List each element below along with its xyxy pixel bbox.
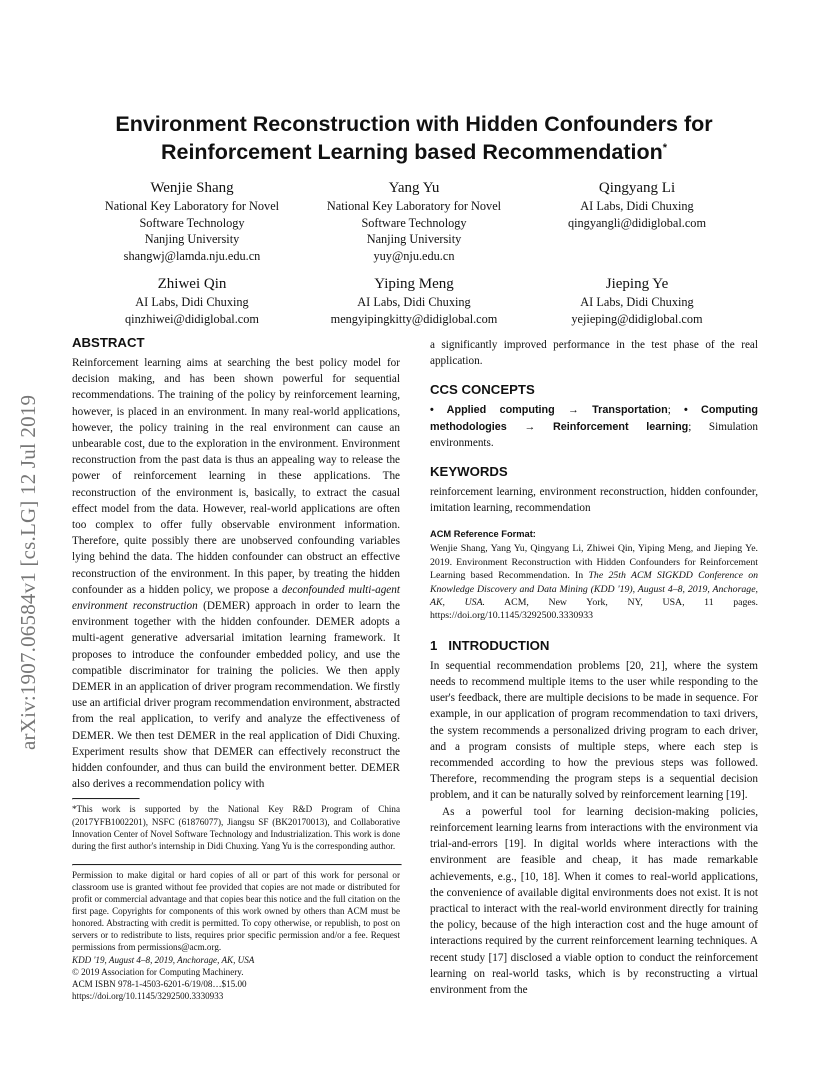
author-email: yejieping@didiglobal.com	[571, 311, 703, 326]
paper-title	[72, 110, 756, 166]
author-block	[82, 178, 302, 264]
author-affiliation: National Key Laboratory for Novel	[326, 199, 502, 213]
acm-reference-text: Wenjie Shang, Yang Yu, Qingyang Li, Zhiwei Qin, Yiping Meng, and Jieping Ye. 2019. Environment Reconstruction with Hidden Confounders for Reinforcement Learning based Recommendation. In The 25th ACM SIGKDD Conference on Knowledge Discovery and Data Mining (KDD '19), August 4–8, 2019, Anchorage, AK, USA. ACM, New York, NY, USA, 11 pages. https://doi.org/10.1145/3292500.3330933	[430, 543, 758, 622]
author-block	[82, 274, 302, 327]
permission-rule	[72, 864, 402, 866]
title-footnote-mark: *	[662, 141, 668, 154]
author-affiliation: AI Labs, Didi Chuxing	[357, 295, 471, 309]
author-name: Wenjie Shang	[150, 180, 234, 196]
abstract-text: Reinforcement learning aims at searching the best policy model for decision making, and has been shown powerful for sequential recommendations. The training of the policy by reinforcement learning, however, is placed in an environment. In many real-world applications, however, the policy training in the real environment can cause an unbearable cost, due to the exploration in the environment. Environment reconstruction from the past data is thus an appealing way to release the power of reinforcement learning in these applications. The reconstruction of the environment is, basically, to extract the casual effect model from the data. However, real-world applications are often too complex to offer fully observable environment information. Therefore, quite possibly there are unobserved confounding variables lying behind the data. The hidden confounder can obstruct an effective reconstruction of the environment. In this paper, by treating the hidden confounder as a hidden policy, we propose a deconfounded multi-agent environment reconstruction (DEMER) approach in order to learn the environment together with the hidden confounder. DEMER adopts a multi-agent generative adversarial imitation learning framework. It proposes to introduce the confounder embedded policy, and use the compatible discriminator for training the policies. We then apply DEMER in an application of driver program recommendation. We firstly use an artificial driver program recommendation environment, abstracted from the real application, to verify and analyze the effectiveness of DEMER. We then test DEMER in the real application of Didi Chuxing. Experiment results show that DEMER can effectively reconstruct the hidden confounder, and thus can build the environment better. DEMER also derives a recommendation policy with	[72, 357, 400, 791]
author-name: Jieping Ye	[605, 276, 669, 292]
introduction-heading: 1 INTRODUCTION	[430, 637, 550, 653]
author-block	[304, 178, 524, 264]
keywords-text: reinforcement learning, environment reconstruction, hidden confounder, imitation learning, recommendation	[430, 486, 758, 515]
author-block	[527, 274, 747, 327]
author-email: qingyangli@didiglobal.com	[567, 215, 707, 230]
abstract-continued: a significantly improved performance in the test phase of the real application.	[430, 339, 758, 368]
author-affiliation: Nanjing University	[144, 232, 240, 246]
copyright-line: © 2019 Association for Computing Machinery.	[72, 966, 244, 977]
author-affiliation: AI Labs, Didi Chuxing	[580, 199, 694, 213]
author-name: Yang Yu	[388, 180, 440, 196]
author-block	[304, 274, 524, 327]
author-name: Yiping Meng	[374, 276, 454, 292]
author-email: yuy@nju.edu.cn	[373, 248, 455, 263]
acm-reference-heading: ACM Reference Format:	[430, 529, 536, 540]
isbn-line: ACM ISBN 978-1-4503-6201-6/19/08…$15.00	[72, 978, 247, 989]
author-affiliation: AI Labs, Didi Chuxing	[135, 295, 249, 309]
author-affiliation: Nanjing University	[366, 232, 462, 246]
keywords-heading: KEYWORDS	[430, 464, 508, 480]
conference-venue: KDD '19, August 4–8, 2019, Anchorage, AK, USA	[72, 954, 255, 965]
ccs-heading: CCS CONCEPTS	[430, 382, 535, 398]
doi-line: https://doi.org/10.1145/3292500.3330933	[72, 990, 224, 1001]
author-affiliation: Software Technology	[139, 215, 245, 230]
author-email: qinzhiwei@didiglobal.com	[125, 311, 259, 326]
title-line-2: Reinforcement Learning based Recommendation*	[160, 140, 668, 164]
left-column	[72, 334, 400, 1002]
author-affiliation: Software Technology	[361, 215, 467, 230]
title-line-1: Environment Reconstruction with Hidden Confounders for	[115, 112, 713, 136]
abstract-heading: ABSTRACT	[72, 335, 145, 350]
author-email: shangwj@lamda.nju.edu.cn	[123, 248, 261, 263]
introduction-paragraph-1: In sequential recommendation problems [20, 21], where the system needs to recommend multiple items to the user while responding to the user's feedback, there are multiple decisions to be made in sequence. For example, in our application of program recommendation to taxi drivers, the system recommends a personalized driving program to each driver, and a program consists of multiple steps, where each step is recommended according to how the previous steps was followed. Therefore, recommending the program steps is a sequential decision problem, and it can be naturally solved by reinforcement learning [19].	[430, 659, 758, 802]
permission-text: Permission to make digital or hard copies of all or part of this work for personal or classroom use is granted without fee provided that copies are not made or distributed for profit or commercial advantage and that copies bear this notice and the full citation on the first page. Copyrights for components of this work owned by others than ACM must be honored. Abstracting with credit is permitted. To copy otherwise, or republish, to post on servers or to redistribute to lists, requires prior specific permission and/or a fee. Request permissions from permissions@acm.org.	[72, 869, 400, 953]
introduction-paragraph-2: As a powerful tool for learning decision-making policies, reinforcement learning learns from interactions with the environment via trial-and-errors [19]. In digital worlds where interactions with the environment are feasible and cheap, it has made remarkable achievements, e.g., [10, 18]. When it comes to real-world applications, the convenience of available digital environments does not exist. It is not practical to interact with the real-world environment directly for training the policy, because of the high interaction cost and the huge amount of interactions required by the current reinforcement learning techniques. A recent study [17] disclosed a viable option to conduct the reinforcement learning on real-world tasks, which is by reconstructing a virtual environment from the	[430, 805, 758, 996]
right-column	[430, 337, 758, 998]
funding-footnote: *This work is supported by the National Key R&D Program of China (2017YFB1002201), NSFC (61876077), Jiangsu SF (BK20170013), and Collaborative Innovation Center of Novel Software Technology and Industrialization. This work is done during the first author's internship in Didi Chuxing. Yang Yu is the corresponding author.	[72, 804, 400, 851]
footnote-rule	[72, 798, 140, 800]
author-email: mengyipingkitty@didiglobal.com	[330, 311, 498, 326]
permission-block	[72, 869, 400, 1002]
author-block	[527, 178, 747, 231]
author-affiliation: AI Labs, Didi Chuxing	[580, 295, 694, 309]
author-name: Zhiwei Qin	[157, 276, 227, 292]
arxiv-identifier: arXiv:1907.06584v1 [cs.LG] 12 Jul 2019	[16, 394, 40, 750]
ccs-concepts: • Applied computing → Transportation; • Computing methodologies → Reinforcement learning; Simulation environments.	[430, 404, 759, 449]
author-name: Qingyang Li	[598, 180, 676, 196]
author-affiliation: National Key Laboratory for Novel	[104, 199, 280, 213]
